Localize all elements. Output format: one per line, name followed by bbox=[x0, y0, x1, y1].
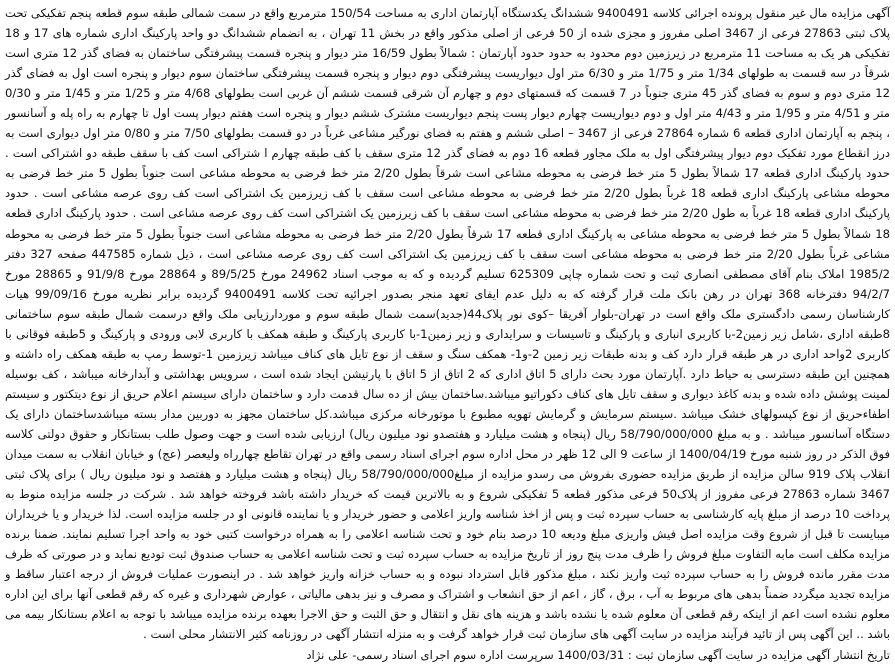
notice-body: آگهی مزایده مال غیر منقول پرونده اجرائی کلاسه 9400491 ششدانگ یکدستگاه آپارتمان اداری به مساحت 150/54 مترمربع واقع در سمت شمالی طبقه سوم قطعه پنجم تفکیکی تحت پلاک ثبتی 27863 فرعی از 3467 اصلی مفروز و مجزی شده از 50 فرعی از اصلی مذکور واقع در بخش 11 تهران ، به انضمام ششدانگ دو واحد پارکینگ اداری شماره های 17 و 18 تفکیکی هر یک به مساحت 11 مترمربع در زیرزمین دوم محدود به حدود حدود آپارتمان : شمالاً بطول 16/59 متر دیوار و پنجره قسمت پیشرفتگی ساختمان به فضای گذر 12 متری است شرقاً در سه قسمت به طولهای 1/34 متر و 1/75 متر و 6/30 متر اول دیواریست پیشرفتگی دوم دیوار و پنجره قسمت پیشرفتگی ساختمان سوم دیوار و پنجره است اول به فضای گذر 12 متری دوم و سوم به فضای گذر 45 متری جنوباً در 7 قسمت که قسمتهای دوم و چهارم آن شرقی قسمت ششم آن غربی است بطولهای 4/68 متر و 1/25 متر و 1/45 متر و 0/30 متر و 4/51 متر و 1/95 متر و 4/43 متر اول و دوم دیواریست چهارم دیوار پست پنجم دیواریست مشترک ششم دیوار و پنجره است هفتم دیوار پست اول تا چهارم به راه پله و آسانسور ، پنجم به آپارتمان اداری قطعه 6 شماره 27864 فرعی از 3467 – اصلی ششم و هفتم به فضای نورگیر مشاعی غرباً در دو قسمت بطولهای 7/50 متر و 0/80 متر اول دیواری است به درز انقطاع مورد تفکیک دوم دیوار پیشرفتگی اول به ملک مجاور قطعه 16 دوم به فضای گذر 12 متری سقف با کف طبقه چهارم ا شتراکی است کف با سقف طبقه دو اشتراکی است . حدود پارکینگ اداری قطعه 17 شمالاً بطول 5 متر خط فرضی به محوطه مشاعی است شرقاً بطول 2/20 متر خط فرضی به محوطه مشاعی است جنوباً بطول 5 متر خط فرضی به محوطه مشاعی پارکینگ اداری قطعه 18 غرباً بطول 2/20 متر خط فرضی به محوطه مشاعی است سقف با کف زیرزمین یک اشتراکی است کف روی عرصه مشاعی است . حدود پارکینگ اداری قطعه 18 غرباً به طول 2/20 متر خط فرضی به محوطه مشاعی است سقف با کف زیرزمین یک اشتراکی است کف روی عرصه مشاعی است . حدود پارکینگ اداری قطعه 18 شمالاً بطول 5 متر خط فرضی به محوطه مشاعی به پارکینگ اداری قطعه 17 شرقاً بطول 2/20 متر خط فرضی به محوطه مشاعی است جنوباً بطول 5 متر خط فرضی به محوطه مشاعی غرباً بطول 2/20 متر خط فرضی به محوطه مشاعی است سقف با کف زیرزمین یک اشتراکی است کف روی عرصه مشاعی است ، ذیل شماره 447585 صفحه 327 دفتر 1985/2 املاک بنام آقای مصطفی انصاری ثبت و تحت شماره چاپی 625309 تسلیم گردیده و که به موجب اسناد 24962 مورخ 89/5/25 و 28864 مورخ 91/9/8 و 28865 مورخ 94/2/7 دفترخانه 368 تهران در رهن بانک ملت قرار گرفته که به دلیل عدم ایفای تعهد منجر بصدور اجرائیه تحت کلاسه 9400491 گردیده برابر نظریه مورخ 99/09/16 هیات کارشناسان رسمی دادگستری ملک واقع است در تهران-بلوار آفریقا –کوی نور پلاک44(جدید)سمت شمال طبقه سوم و موردارزیابی ملک واقع درسمت شمال طبقه سوم ساختمانی 8طبقه اداری ،شامل زیر زمین2-با کاربری انباری و پارکینگ و تاسیسات و سرایداری و زیر زمین1-با کاربری پارکینگ و طبقه همکف با کاربری لابی ورودی و پارکینگ و 5طبقه فوقانی با کاربری 2واحد اداری در هر طبقه قرار دارد کف و بدنه طبقات زیر زمین 2-و1- همکف سنگ و سقف از نوع تایل های کناف میباشد زیرزمین 1-توسط رمپ به طبقه همکف راه داشته و همچنین این طبقه دسترسی به حیاط دارد .آپارتمان مورد بحث دارای 5 اتاق اداری که 2 اتاق از 5 اتاق با پارتیشن ایجاد شده است ، سرویس بهداشتی و آبدارخانه میباشد ، کف بوسیله لمینت پوشش داده شده و بدنه کاغذ دیواری و سقف تایل های کناف دکوراتیو میباشد.ساختمان بیش از ده سال قدمت دارد و ساختمان دارای سیستم اعلام حریق از نوع دیتکتور و سیستم اطفاءحریق از نوع کپسولهای خشک میباشد .سیستم سرمایش و گرمایش تهویه مطبوع با موتورخانه مرکزی میباشد.کل ساختمان مجهز به دوربین مدار بسته میباشدساختمان دارای یک دستگاه آسانسور میباشد . و به مبلغ 58/790/000/000 ریال (پنجاه و هشت میلیارد و هفتصدو نود میلیون ریال) ارزیابی شده است و جهت وصول طلب بستانکار و حقوق دولتی کلاسه فوق الذکر در روز شنبه مورخ 1400/04/19 از ساعت 9 الی 12 ظهر در محل اداره سوم اجرای اسناد رسمی واقع در تهران تقاطع چهارراه ولیعصر (عج) و خیابان انقلاب به سمت میدان انقلاب پلاک 919 سالن مزایده از طریق مزایده حضوری بفروش می رسدو مزایده از مبلغ58/790/000/000 ریال (پنجاه و هشت میلیارد و هفتصد و نود میلیون ریال ) برای پلاک ثبتی 3467 شماره 27863 فرعی مفروز از پلاک50 فرعی مذکور قطعه 5 تفکیکی شروع و به بالاترین قیمت که خریدار داشته باشد فروخته خواهد شد . شرکت در جلسه مزایده منوط به پرداخت 10 درصد از مبلغ پایه کارشناسی به حساب سپرده ثبت و پس از اخذ شناسه واریز اعلامی و حضور خریدار و یا نماینده قانونی او در جلسه مزایده است. لذا خریدار و یا خریداران میبایست تا قبل از شروع وقت مزایده اصل فیش واریزی مبلغ ودیعه 10 درصد بنام خود و تحت شناسه اعلامی را به همراه درخواست کتبی خود به واحد اجرا تسلیم نمایند. ضمنا برنده مزایده مکلف است مابه التفاوت مبلغ فروش را ظرف مدت پنج روز از تاریخ مزایده به حساب سپرده ثبت و تحت شناسه اعلامی به حساب صندوق ثبت تودیع نماید و در صورتی که ظرف مدت مقرر مانده فروش را به حساب سپرده ثبت واریز نکند ، مبلغ مذکور قابل استرداد نبوده و به حساب خزانه واریز خواهد شد . در اینصورت عملیات فروش از درجه اعتبار ساقط و مزایده تجدید میگردد ضمناً بدهی های مربوط به آب ، برق ، گاز ، اعم از حق انشعاب و اشتراک و مصرف و نیز بدهی مالیاتی ، عوارض شهرداری و غیره که رقم قطعی آنها برای این اداره معلوم نشده است اعم از اینکه رقم قطعی آن معلوم شده یا نشده باشد و هزینه های نقل و انتقال و حق الثبت و حق الاجرا بعهده برنده مزایده میباشد با توجه به اعلام بستانکار بیمه می باشد .. این آگهی پس از تائید فرآیند مزایده در سایت آگهی های سازمان ثبت قرار خواهد گرفت و به منزله انتشار آگهی در روزنامه کثیر الانتشار محلی است . bbox=[5, 6, 891, 642]
notice-footer: تاریخ انتشار آگهی مزایده در سایت آگهی سازمان ثبت : 1400/03/31 سرپرست اداره سوم اجرای اسناد رسمی- علی نژاد bbox=[306, 647, 890, 662]
